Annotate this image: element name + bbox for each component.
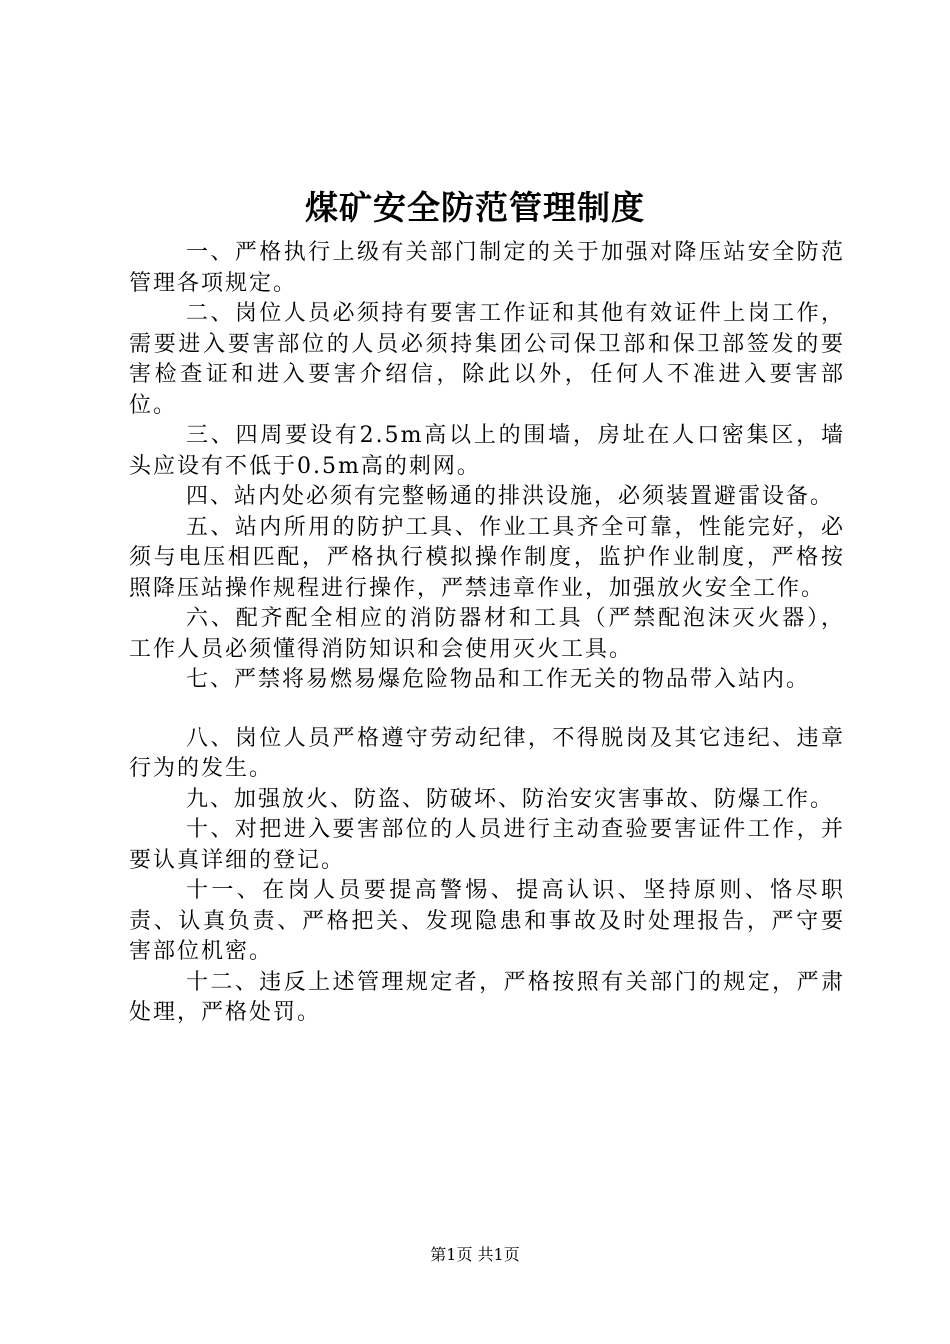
paragraph-5: 五、站内所用的防护工具、作业工具齐全可靠，性能完好，必须与电压相匹配，严格执行模拟操作制度，监护作业制度，严格按照降压站操作规程进行操作，严禁违章作业，加强放火安全工作。 (129, 514, 845, 601)
paragraph-12: 十二、违反上述管理规定者，严格按照有关部门的规定，严肃处理，严格处罚。 (129, 969, 845, 1025)
paragraph-11: 十一、在岗人员要提高警惕、提高认识、坚持原则、恪尽职责、认真负责、严格把关、发现隐患和事故及时处理报告，严守要害部位机密。 (129, 878, 845, 964)
paragraph-8: 八、岗位人员严格遵守劳动纪律，不得脱岗及其它违纪、违章行为的发生。 (129, 725, 845, 781)
paragraph-2: 二、岗位人员必须持有要害工作证和其他有效证件上岗工作，需要进入要害部位的人员必须持集团公司保卫部和保卫部签发的要害检查证和进入要害介绍信，除此以外，任何人不准进入要害部位。 (129, 301, 845, 418)
document-body (129, 238, 845, 1029)
paragraph-7: 七、严禁将易燃易爆危险物品和工作无关的物品带入站内。 (186, 667, 811, 692)
paragraph-6: 六、配齐配全相应的消防器材和工具（严禁配泡沫灭火器），工作人员必须懂得消防知识和会使用灭火工具。 (129, 606, 845, 662)
paragraph-3: 三、四周要设有2.5m高以上的围墙，房址在人口密集区，墙头应设有不低于0.5m高的刺网。 (129, 423, 845, 479)
page-footer: 第1页 共1页 (430, 1245, 520, 1264)
paragraph-10: 十、对把进入要害部位的人员进行主动查验要害证件工作，并要认真详细的登记。 (129, 817, 845, 873)
paragraph-4: 四、站内处必须有完整畅通的排洪设施，必须装置避雷设备。 (186, 484, 835, 509)
paragraph-9: 九、加强放火、防盗、防破坏、防治安灾害事故、防爆工作。 (186, 786, 835, 812)
document-title: 煤矿安全防范管理制度 (305, 188, 645, 227)
paragraph-1: 一、严格执行上级有关部门制定的关于加强对降压站安全防范管理各项规定。 (129, 240, 845, 296)
